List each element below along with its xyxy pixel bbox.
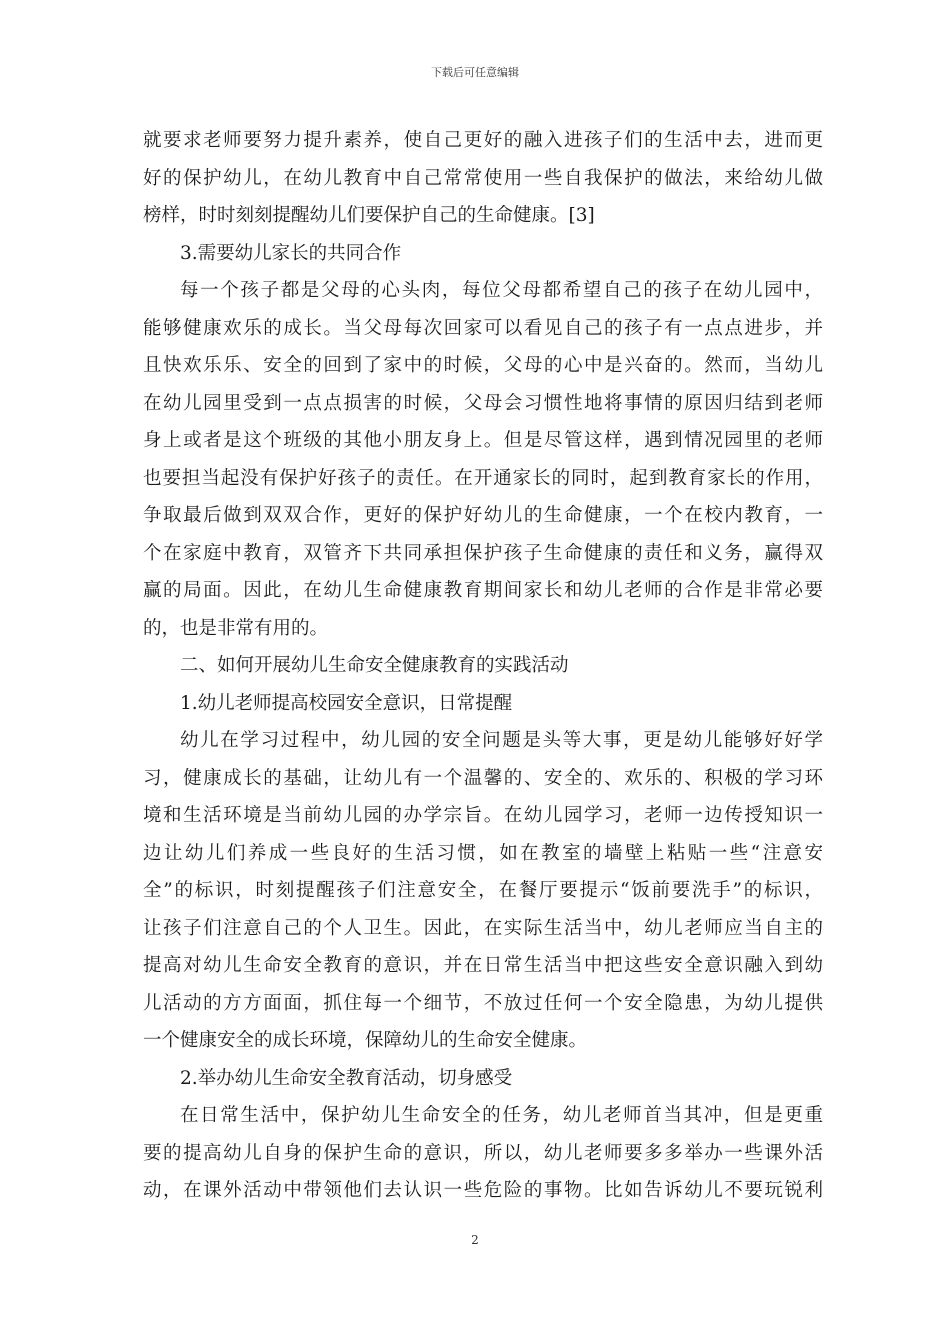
page-header: 下载后可任意编辑 [431, 66, 519, 79]
text-line: 境和生活环境是当前幼儿园的办学宗旨。在幼儿园学习，老师一边传授知识一 [143, 805, 823, 826]
text-line: 能够健康欢乐的成长。当父母每次回家可以看见自己的孩子有一点点进步，并 [143, 317, 823, 339]
text-line: 榜样，时时刻刻提醒幼儿们要保护自己的生命健康。[3] [143, 205, 595, 226]
page-number: 2 [471, 1233, 479, 1247]
text-line: 在幼儿园里受到一点点损害的时候，父母会习惯性地将事情的原因归结到老师 [143, 392, 823, 414]
text-line: 全”的标识，时刻提醒孩子们注意安全，在餐厅要提示“饭前要洗手”的标识， [143, 880, 823, 901]
text-line: 的，也是非常有用的。 [143, 617, 329, 639]
text-line: 一个健康安全的成长环境，保障幼儿的生命安全健康。 [143, 1030, 588, 1051]
text-line: 习，健康成长的基础，让幼儿有一个温馨的、安全的、欢乐的、积极的学习环 [143, 767, 823, 789]
text-line: 也要担当起没有保护好孩子的责任。在开通家长的同时，起到教育家长的作用， [143, 467, 823, 489]
text-line: 就要求老师要努力提升素养，使自己更好的融入进孩子们的生活中去，进而更 [143, 130, 823, 151]
document-body [143, 122, 823, 1210]
text-line: 身上或者是这个班级的其他小朋友身上。但是尽管这样，遇到情况园里的老师 [143, 430, 823, 451]
text-line: 赢的局面。因此，在幼儿生命健康教育期间家长和幼儿老师的合作是非常必要 [143, 580, 823, 601]
section-heading: 二、如何开展幼儿生命安全健康教育的实践活动 [180, 655, 569, 676]
text-line: 每一个孩子都是父母的心头肉，每位父母都希望自己的孩子在幼儿园中， [180, 280, 823, 301]
subsection-heading: 2.举办幼儿生命安全教育活动，切身感受 [180, 1067, 513, 1089]
text-line: 幼儿在学习过程中，幼儿园的安全问题是头等大事，更是幼儿能够好好学 [180, 730, 823, 751]
text-line: 要的提高幼儿自身的保护生命的意识，所以，幼儿老师要多多举办一些课外活 [143, 1142, 823, 1164]
text-line: 好的保护幼儿，在幼儿教育中自己常常使用一些自我保护的做法，来给幼儿做 [143, 167, 823, 189]
text-line: 个在家庭中教育，双管齐下共同承担保护孩子生命健康的责任和义务，赢得双 [143, 542, 823, 564]
text-line: 儿活动的方方面面，抓住每一个细节，不放过任何一个安全隐患，为幼儿提供 [143, 992, 823, 1014]
text-line: 争取最后做到双双合作，更好的保护好幼儿的生命健康，一个在校内教育，一 [143, 505, 823, 526]
text-line: 动，在课外活动中带领他们去认识一些危险的事物。比如告诉幼儿不要玩锐利 [143, 1180, 823, 1201]
subsection-heading: 1.幼儿老师提高校园安全意识，日常提醒 [180, 692, 513, 714]
text-line: 在日常生活中，保护幼儿生命安全的任务，幼儿老师首当其冲，但是更重 [180, 1105, 823, 1126]
text-line: 且快欢乐乐、安全的回到了家中的时候，父母的心中是兴奋的。然而，当幼儿 [143, 355, 823, 376]
section-heading: 3.需要幼儿家长的共同合作 [180, 242, 402, 264]
text-line: 边让幼儿们养成一些良好的生活习惯，如在教室的墙壁上粘贴一些“注意安 [143, 842, 823, 864]
text-line: 让孩子们注意自己的个人卫生。因此，在实际生活当中，幼儿老师应当自主的 [143, 917, 823, 939]
text-line: 提高对幼儿生命安全教育的意识，并在日常生活当中把这些安全意识融入到幼 [143, 955, 823, 976]
